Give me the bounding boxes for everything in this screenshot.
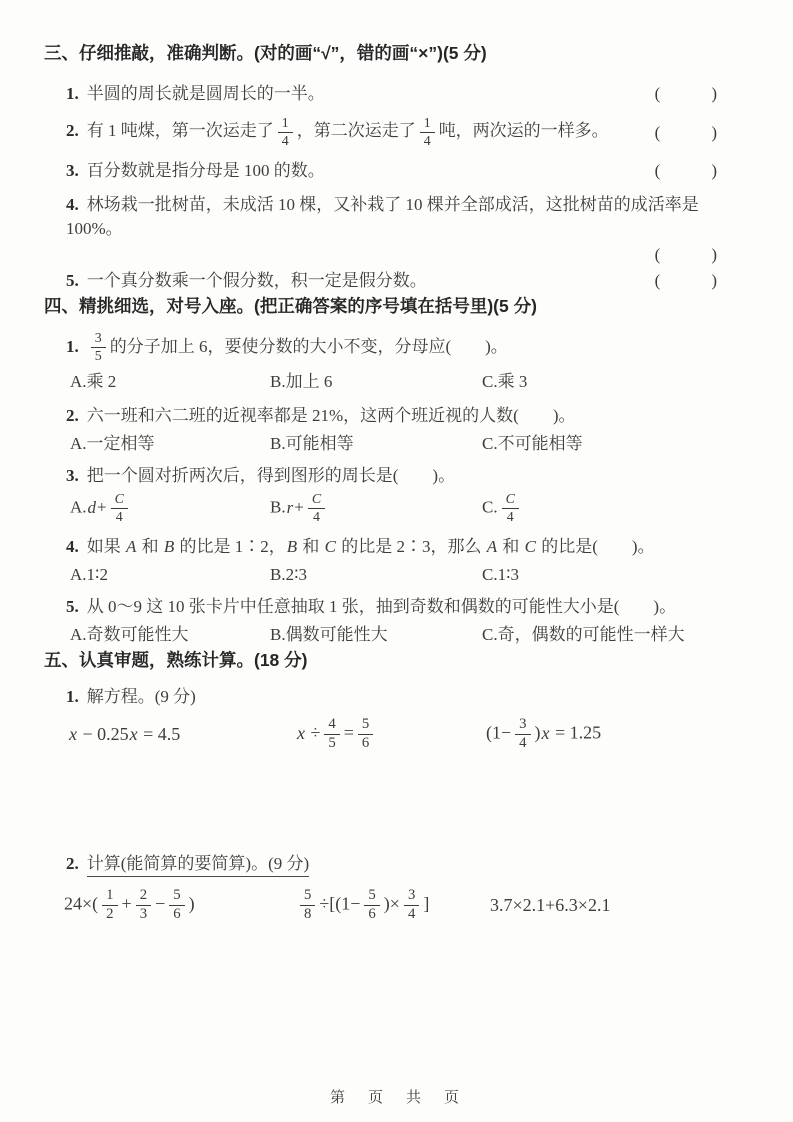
subquestion-number: 1. [66, 687, 79, 707]
question-text: 有 1 吨煤，第一次运走了 $\frac{1}{4}$ ，第二次运走了 $\frac{1}{4}$ 吨，两次运的一样多。 [86, 116, 609, 150]
question-number: 1. [66, 336, 79, 356]
subquestion-label: 解方程。(9 分) [86, 687, 196, 707]
compute-label [0, 852, 793, 876]
question-number: 2. [66, 121, 79, 141]
option-a: A.一定相等 [70, 434, 155, 454]
judge-question-4-bracket-line [0, 243, 793, 267]
option-c: C.奇，偶数的可能性一样大 [482, 625, 685, 645]
judge-question-2 [0, 116, 793, 149]
judge-question-1 [0, 82, 793, 106]
question-number: 2. [66, 406, 79, 426]
page-footer: 第 页 共 页 [329, 1090, 463, 1106]
choice-question-2 [0, 404, 793, 428]
work-space [0, 752, 793, 852]
expression-1: 24×( $\frac{1}{2}$ + $\frac{2}{3}$ − $\frac{5}{6}$ ) [64, 887, 195, 923]
choice-question-3 [0, 464, 793, 488]
subquestion-number: 2. [66, 854, 79, 874]
option-a: A.1∶2 [70, 565, 108, 585]
option-a: A.奇数可能性大 [70, 625, 189, 645]
section-calc [0, 647, 793, 923]
equation-3: (1− $\frac{3}{4}$ )x = 1.25 [486, 716, 602, 752]
question-number: 4. [66, 537, 79, 557]
option-a: A.d+ $\frac{C}{4}$ [70, 492, 270, 525]
option-c: C.不可能相等 [482, 434, 583, 454]
question-text: 百分数就是指分母是 100 的数。 [86, 161, 325, 181]
section-judge-title: 三、仔细推敲，准确判断。(对的画“√”，错的画“×”)(5 分) [44, 43, 487, 63]
section-choice [0, 293, 793, 647]
option-b: B.可能相等 [270, 434, 354, 454]
choice-question-5-options [0, 623, 793, 647]
option-b: B.偶数可能性大 [270, 625, 388, 645]
choice-question-4 [0, 535, 793, 559]
question-text: $\frac{3}{5}$ 的分子加上 6，要使分数的大小不变，分母应( )。 [87, 337, 508, 356]
answer-bracket: ( ) [654, 84, 717, 103]
option-a: A.乘 2 [70, 372, 117, 392]
judge-question-5 [0, 269, 793, 293]
section-judge [0, 40, 793, 293]
question-text: 一个真分数乘一个假分数，积一定是假分数。 [86, 271, 427, 291]
answer-bracket: ( ) [654, 161, 717, 181]
question-text: 把一个圆对折两次后，得到图形的周长是( )。 [86, 466, 456, 486]
option-c: C.乘 3 [482, 372, 528, 392]
choice-question-1-options [0, 370, 793, 394]
judge-question-3 [0, 159, 793, 183]
question-text: 六一班和六二班的近视率都是 21%，这两个班近视的人数( )。 [86, 406, 576, 426]
answer-bracket: ( ) [654, 271, 717, 291]
option-b: B.2∶3 [270, 565, 308, 585]
solve-equations-label [0, 685, 793, 709]
choice-question-1 [0, 331, 793, 364]
solve-equations-row [0, 717, 793, 752]
choice-question-5 [0, 595, 793, 619]
question-text: 半圆的周长就是圆周长的一半。 [86, 84, 325, 103]
choice-question-4-options [0, 563, 793, 587]
expression-2: $\frac{5}{8}$ ÷[(1− $\frac{5}{6}$ )× $\frac{3}{4}$ ] [296, 888, 490, 923]
option-b: B.加上 6 [270, 372, 333, 392]
equation-1: x − 0.25x = 4.5 [69, 724, 181, 745]
choice-question-3-options [0, 492, 793, 525]
section-calc-title: 五、认真审题，熟练计算。(18 分) [44, 650, 308, 671]
section-choice-title: 四、精挑细选，对号入座。(把正确答案的序号填在括号里)(5 分) [44, 296, 537, 317]
question-number: 4. [66, 195, 79, 215]
question-number: 3. [66, 161, 79, 181]
equation-2: x ÷ $\frac{4}{5}$ = $\frac{5}{6}$ [296, 717, 486, 752]
question-text: 如果 A 和 B 的比是 1∶2，B 和 C 的比是 2∶3，那么 A 和 C 的比是( )。 [86, 537, 655, 557]
question-number: 3. [66, 466, 79, 486]
question-text: 林场栽一批树苗，未成活 10 棵，又补栽了 10 棵并全部成活，这批树苗的成活率是 100%。 [66, 195, 699, 239]
answer-bracket: ( ) [654, 245, 717, 265]
choice-question-2-options [0, 432, 793, 456]
expression-3: 3.7×2.1+6.3×2.1 [490, 895, 611, 916]
question-number: 5. [66, 271, 79, 291]
subquestion-label: 计算(能简算的要简算)。(9 分) [87, 854, 309, 877]
option-c: C.1∶3 [482, 565, 520, 585]
compute-expressions-row [0, 888, 793, 923]
answer-bracket: ( ) [654, 122, 717, 142]
option-b: B.r+ $\frac{C}{4}$ [270, 492, 482, 525]
question-number: 1. [66, 84, 79, 103]
judge-question-4 [0, 193, 793, 241]
question-text: 从 0～9 这 10 张卡片中任意抽取 1 张，抽到奇数和偶数的可能性大小是( )。 [86, 597, 677, 617]
option-c: C. $\frac{C}{4}$ [482, 492, 763, 525]
question-number: 5. [66, 597, 79, 617]
